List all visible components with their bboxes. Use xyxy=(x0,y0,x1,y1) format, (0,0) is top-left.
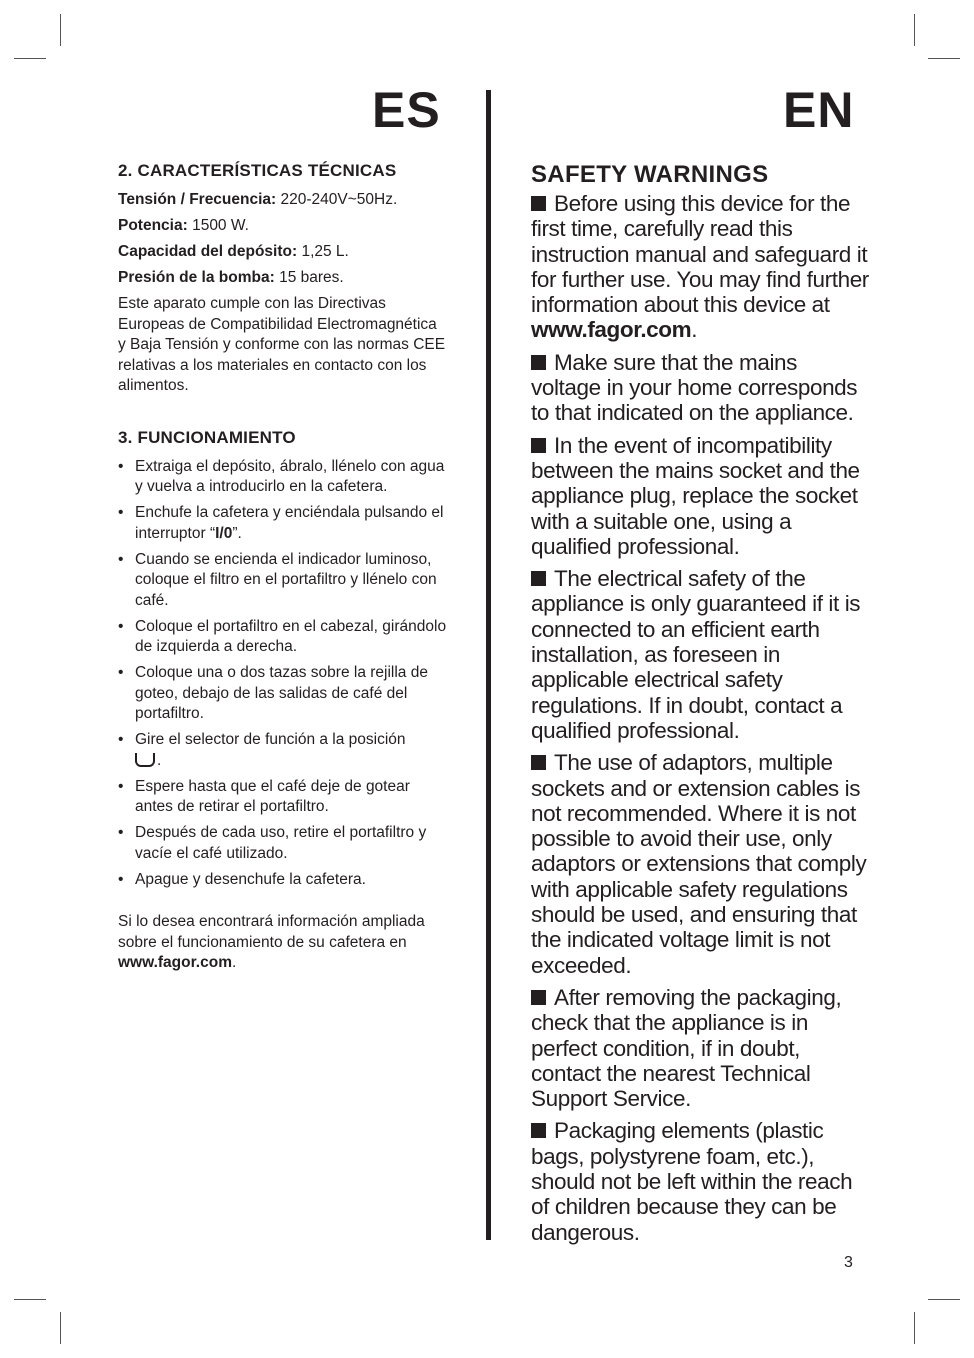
website-link[interactable]: www.fagor.com xyxy=(531,317,692,343)
list-item: • Apague y desenchufe la cafetera. xyxy=(118,870,448,891)
square-bullet-icon xyxy=(531,990,546,1005)
crop-mark xyxy=(914,1312,915,1344)
warning-item xyxy=(531,433,871,559)
spec-label: Capacidad del depósito: xyxy=(118,243,298,260)
crop-mark xyxy=(928,1299,960,1300)
spec-value: 220-240V~50Hz. xyxy=(276,191,398,208)
warning-item xyxy=(531,566,871,743)
list-item xyxy=(118,503,448,544)
compliance-text: Este aparato cumple con las Directivas Europeas de Compatibilidad Electromagnética y Baja Tensión y conforme con las normas CEE relativas a los materiales en contacto con los alimentos. xyxy=(118,295,446,394)
spec-label: Potencia: xyxy=(118,217,188,234)
square-bullet-icon xyxy=(531,755,546,770)
warning-text: Packaging elements (plastic bags, polystyrene foam, etc.), should not be left within the reach of children because they can be dangerous. xyxy=(531,1118,853,1245)
spanish-column xyxy=(118,158,448,974)
crop-mark xyxy=(14,58,46,59)
switch-symbol: I/0 xyxy=(215,524,233,542)
list-item: • Coloque una o dos tazas sobre la rejilla de goteo, debajo de las salidas de café del portafiltro. xyxy=(118,663,448,725)
warning-text: After removing the packaging, check that the appliance is in perfect condition, if in doubt, contact the nearest Technical Support Service. xyxy=(531,984,842,1112)
crop-mark xyxy=(914,14,915,46)
step-text: Enchufe la cafetera y enciéndala pulsando el interruptor “ xyxy=(135,504,444,542)
crop-mark xyxy=(928,58,960,59)
crop-mark xyxy=(14,1299,46,1300)
warning-item xyxy=(531,350,871,426)
square-bullet-icon xyxy=(531,355,546,370)
closing-text xyxy=(118,912,448,974)
spec-voltage xyxy=(118,190,448,211)
spec-value: 1,25 L. xyxy=(297,243,349,260)
warning-end: . xyxy=(691,317,698,343)
list-item: • Después de cada uso, retire el portafiltro y vacíe el café utilizado. xyxy=(118,823,448,864)
warning-item xyxy=(531,1118,871,1244)
website-link[interactable]: www.fagor.com xyxy=(118,954,232,971)
warning-item xyxy=(531,985,871,1111)
column-divider xyxy=(486,90,491,1240)
list-item: • Espere hasta que el café deje de gotear antes de retirar el portafiltro. xyxy=(118,777,448,818)
language-label-es: ES xyxy=(372,82,441,138)
list-item: • Cuando se encienda el indicador luminoso, coloque el filtro en el portafiltro y llénelo con café. xyxy=(118,550,448,612)
crop-mark xyxy=(60,14,61,46)
spec-label: Tensión / Frecuencia: xyxy=(118,191,277,208)
closing-end: . xyxy=(231,954,237,971)
operation-steps xyxy=(118,457,448,891)
list-item xyxy=(118,730,448,771)
warning-text: Make sure that the mains voltage in your home corresponds to that indicated on the appliance. xyxy=(531,349,858,426)
warning-text: In the event of incompatibility between the mains socket and the appliance plug, replace the socket with a suitable one, using a qualified professional. xyxy=(531,432,860,559)
language-label-en: EN xyxy=(783,82,855,138)
square-bullet-icon xyxy=(531,438,546,453)
english-column xyxy=(531,158,871,1252)
spec-pressure xyxy=(118,268,448,289)
step-suffix: ”. xyxy=(232,524,242,542)
list-item: • Coloque el portafiltro en el cabezal, girándolo de izquierda a derecha. xyxy=(118,617,448,658)
warning-item xyxy=(531,750,871,978)
specs-heading: 2. CARACTERÍSTICAS TÉCNICAS xyxy=(118,161,397,180)
spec-capacity xyxy=(118,242,448,263)
square-bullet-icon xyxy=(531,1123,546,1138)
list-item: • Extraiga el depósito, ábralo, llénelo con agua y vuelva a introducirlo en la cafetera. xyxy=(118,457,448,498)
spec-value: 1500 W. xyxy=(187,217,249,234)
spec-label: Presión de la bomba: xyxy=(118,269,275,286)
coffee-cup-icon xyxy=(135,753,155,767)
warning-text: Before using this device for the first time, carefully read this instruction manual and safeguard it for further use. You may find further information about this device at xyxy=(531,191,869,318)
crop-mark xyxy=(60,1312,61,1344)
step-suffix: . xyxy=(157,751,162,769)
square-bullet-icon xyxy=(531,196,546,211)
page-number: 3 xyxy=(844,1254,853,1271)
square-bullet-icon xyxy=(531,571,546,586)
warning-item xyxy=(531,191,871,343)
safety-warnings-heading: SAFETY WARNINGS xyxy=(531,161,769,188)
spec-value: 15 bares. xyxy=(274,269,344,286)
operation-heading: 3. FUNCIONAMIENTO xyxy=(118,427,296,447)
warning-text: The use of adaptors, multiple sockets and or extension cables is not recommended. Where it is not possible to avoid their use, only adaptors or extensions that comply with applicable safety regulations should be used, and ensuring that the indicated voltage limit is not exceeded. xyxy=(531,750,867,978)
spec-power xyxy=(118,216,448,237)
step-text: Gire el selector de función a la posición xyxy=(135,731,406,748)
closing-body: Si lo desea encontrará información ampliada sobre el funcionamiento de su cafetera en xyxy=(118,913,425,951)
warning-text: The electrical safety of the appliance is only guaranteed if it is connected to an efficient earth installation, as foreseen in applicable electrical safety regulations. If in doubt, contact a qualified professional. xyxy=(531,566,861,743)
